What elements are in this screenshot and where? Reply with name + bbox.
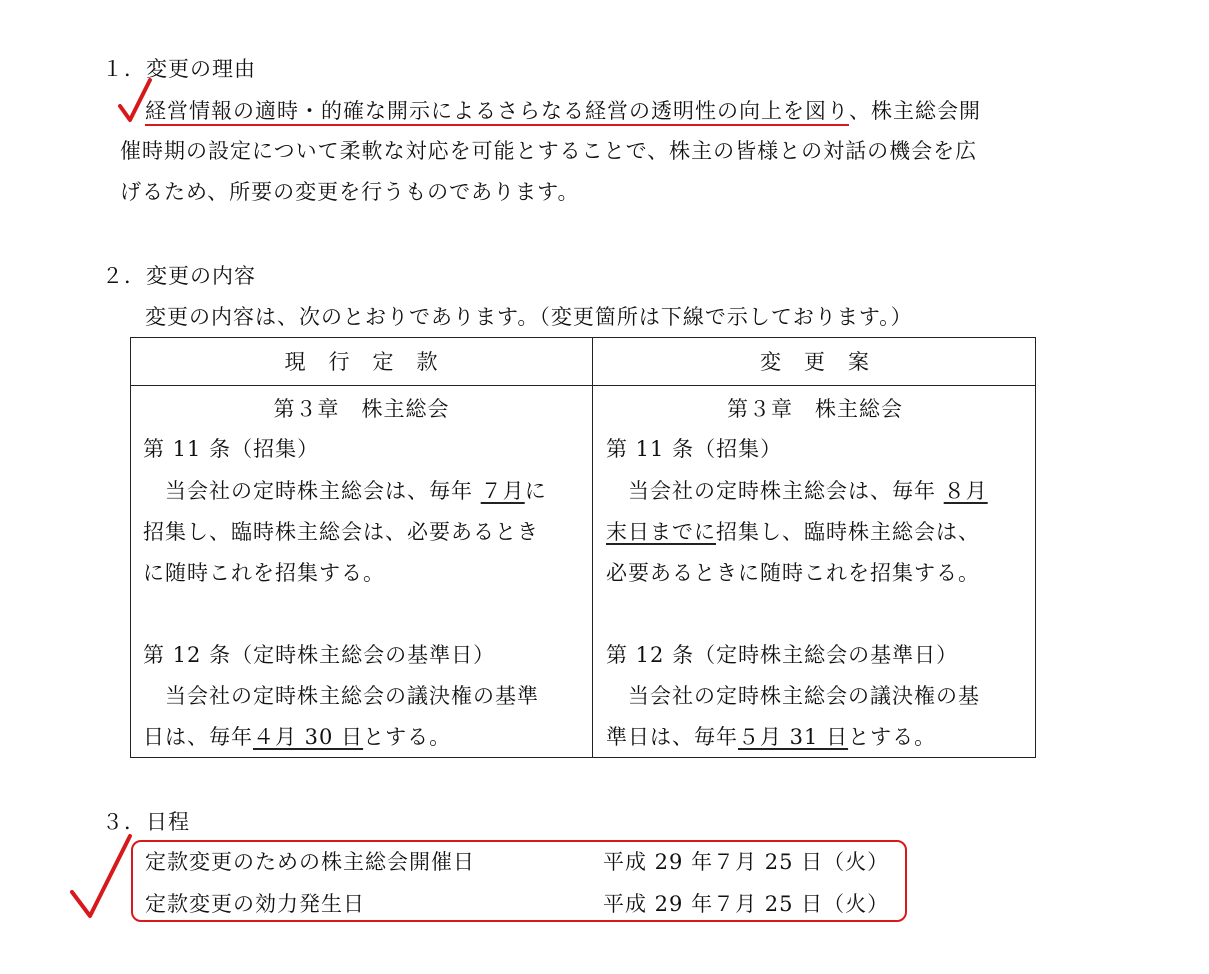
schedule-row-1-label: 定款変更のための株主総会開催日 [145,850,475,874]
right-article11-line1 [606,477,988,505]
checkmark-icon [66,830,136,920]
left-article12-title: 第 12 条（定時株主総会の基準日） [143,643,496,667]
left-chapter-title: 第３章 株主総会 [273,397,450,421]
left-article12-line1: 当会社の定時株主総会の議決権の基準 [143,684,539,708]
comparison-table [130,337,1036,758]
right-article11-underlined-month: ８月 [943,479,988,503]
schedule-row-2-label: 定款変更の効力発生日 [145,892,365,916]
table-header-proposed: 変 更 案 [760,350,870,374]
left-article12-underlined: ４月 30 日 [253,725,364,749]
right-article12-line2-a: 準日は、毎年 [606,725,738,749]
section2-heading: ２．変更の内容 [102,264,256,288]
section2-intro: 変更の内容は、次のとおりであります。（変更箇所は下線で示しております。） [145,305,913,329]
left-article11-line1-a: 当会社の定時株主総会は、毎年 [143,479,481,503]
section1-line1 [145,97,981,125]
left-article11-underlined: ７月 [480,479,525,503]
right-article12-underlined: ５月 31 日 [738,725,849,749]
right-chapter-title: 第３章 株主総会 [727,397,903,421]
schedule-row-1-date: 平成 29 年７月 25 日（火） [603,850,890,874]
left-article11-line2: 招集し、臨時株主総会は、必要あるとき [143,520,539,544]
left-article11-line1 [143,477,547,505]
section1-highlighted-text: 経営情報の適時・的確な開示によるさらなる経営の透明性の向上を図り [145,99,849,123]
section1-line1-rest: 、株主総会開 [849,99,981,123]
left-article12-line2-b: とする。 [363,725,452,749]
table-header-divider [131,385,1035,386]
section1-line3: げるため、所要の変更を行うものであります。 [120,180,580,204]
right-article12-line1: 当会社の定時株主総会の議決権の基 [606,684,980,708]
right-article11-underlined-deadline: 末日までに [606,520,716,544]
right-article12-line2 [606,723,936,751]
left-article11-line3: に随時これを招集する。 [143,561,385,585]
left-article11-title: 第 11 条（招集） [143,437,320,461]
section1-heading: １．変更の理由 [102,57,256,81]
table-header-current: 現 行 定 款 [284,350,439,374]
section3-heading: ３．日程 [102,810,190,834]
right-article12-line2-b: とする。 [848,725,937,749]
left-article12-line2 [143,723,451,751]
right-article11-line2 [606,518,980,546]
left-article11-line1-b: に [524,479,547,503]
right-article12-title: 第 12 条（定時株主総会の基準日） [606,643,959,667]
right-article11-title: 第 11 条（招集） [606,437,783,461]
left-article12-line2-a: 日は、毎年 [143,725,253,749]
right-article11-line3: 必要あるときに随時これを招集する。 [606,561,980,585]
schedule-row-2-date: 平成 29 年７月 25 日（火） [603,892,890,916]
section1-line2: 催時期の設定について柔軟な対応を可能とすることで、株主の皆様との対話の機会を広 [120,139,978,163]
right-article11-line1-a: 当会社の定時株主総会は、毎年 [606,479,944,503]
right-article11-line2-b: 招集し、臨時株主総会は、 [716,520,980,544]
